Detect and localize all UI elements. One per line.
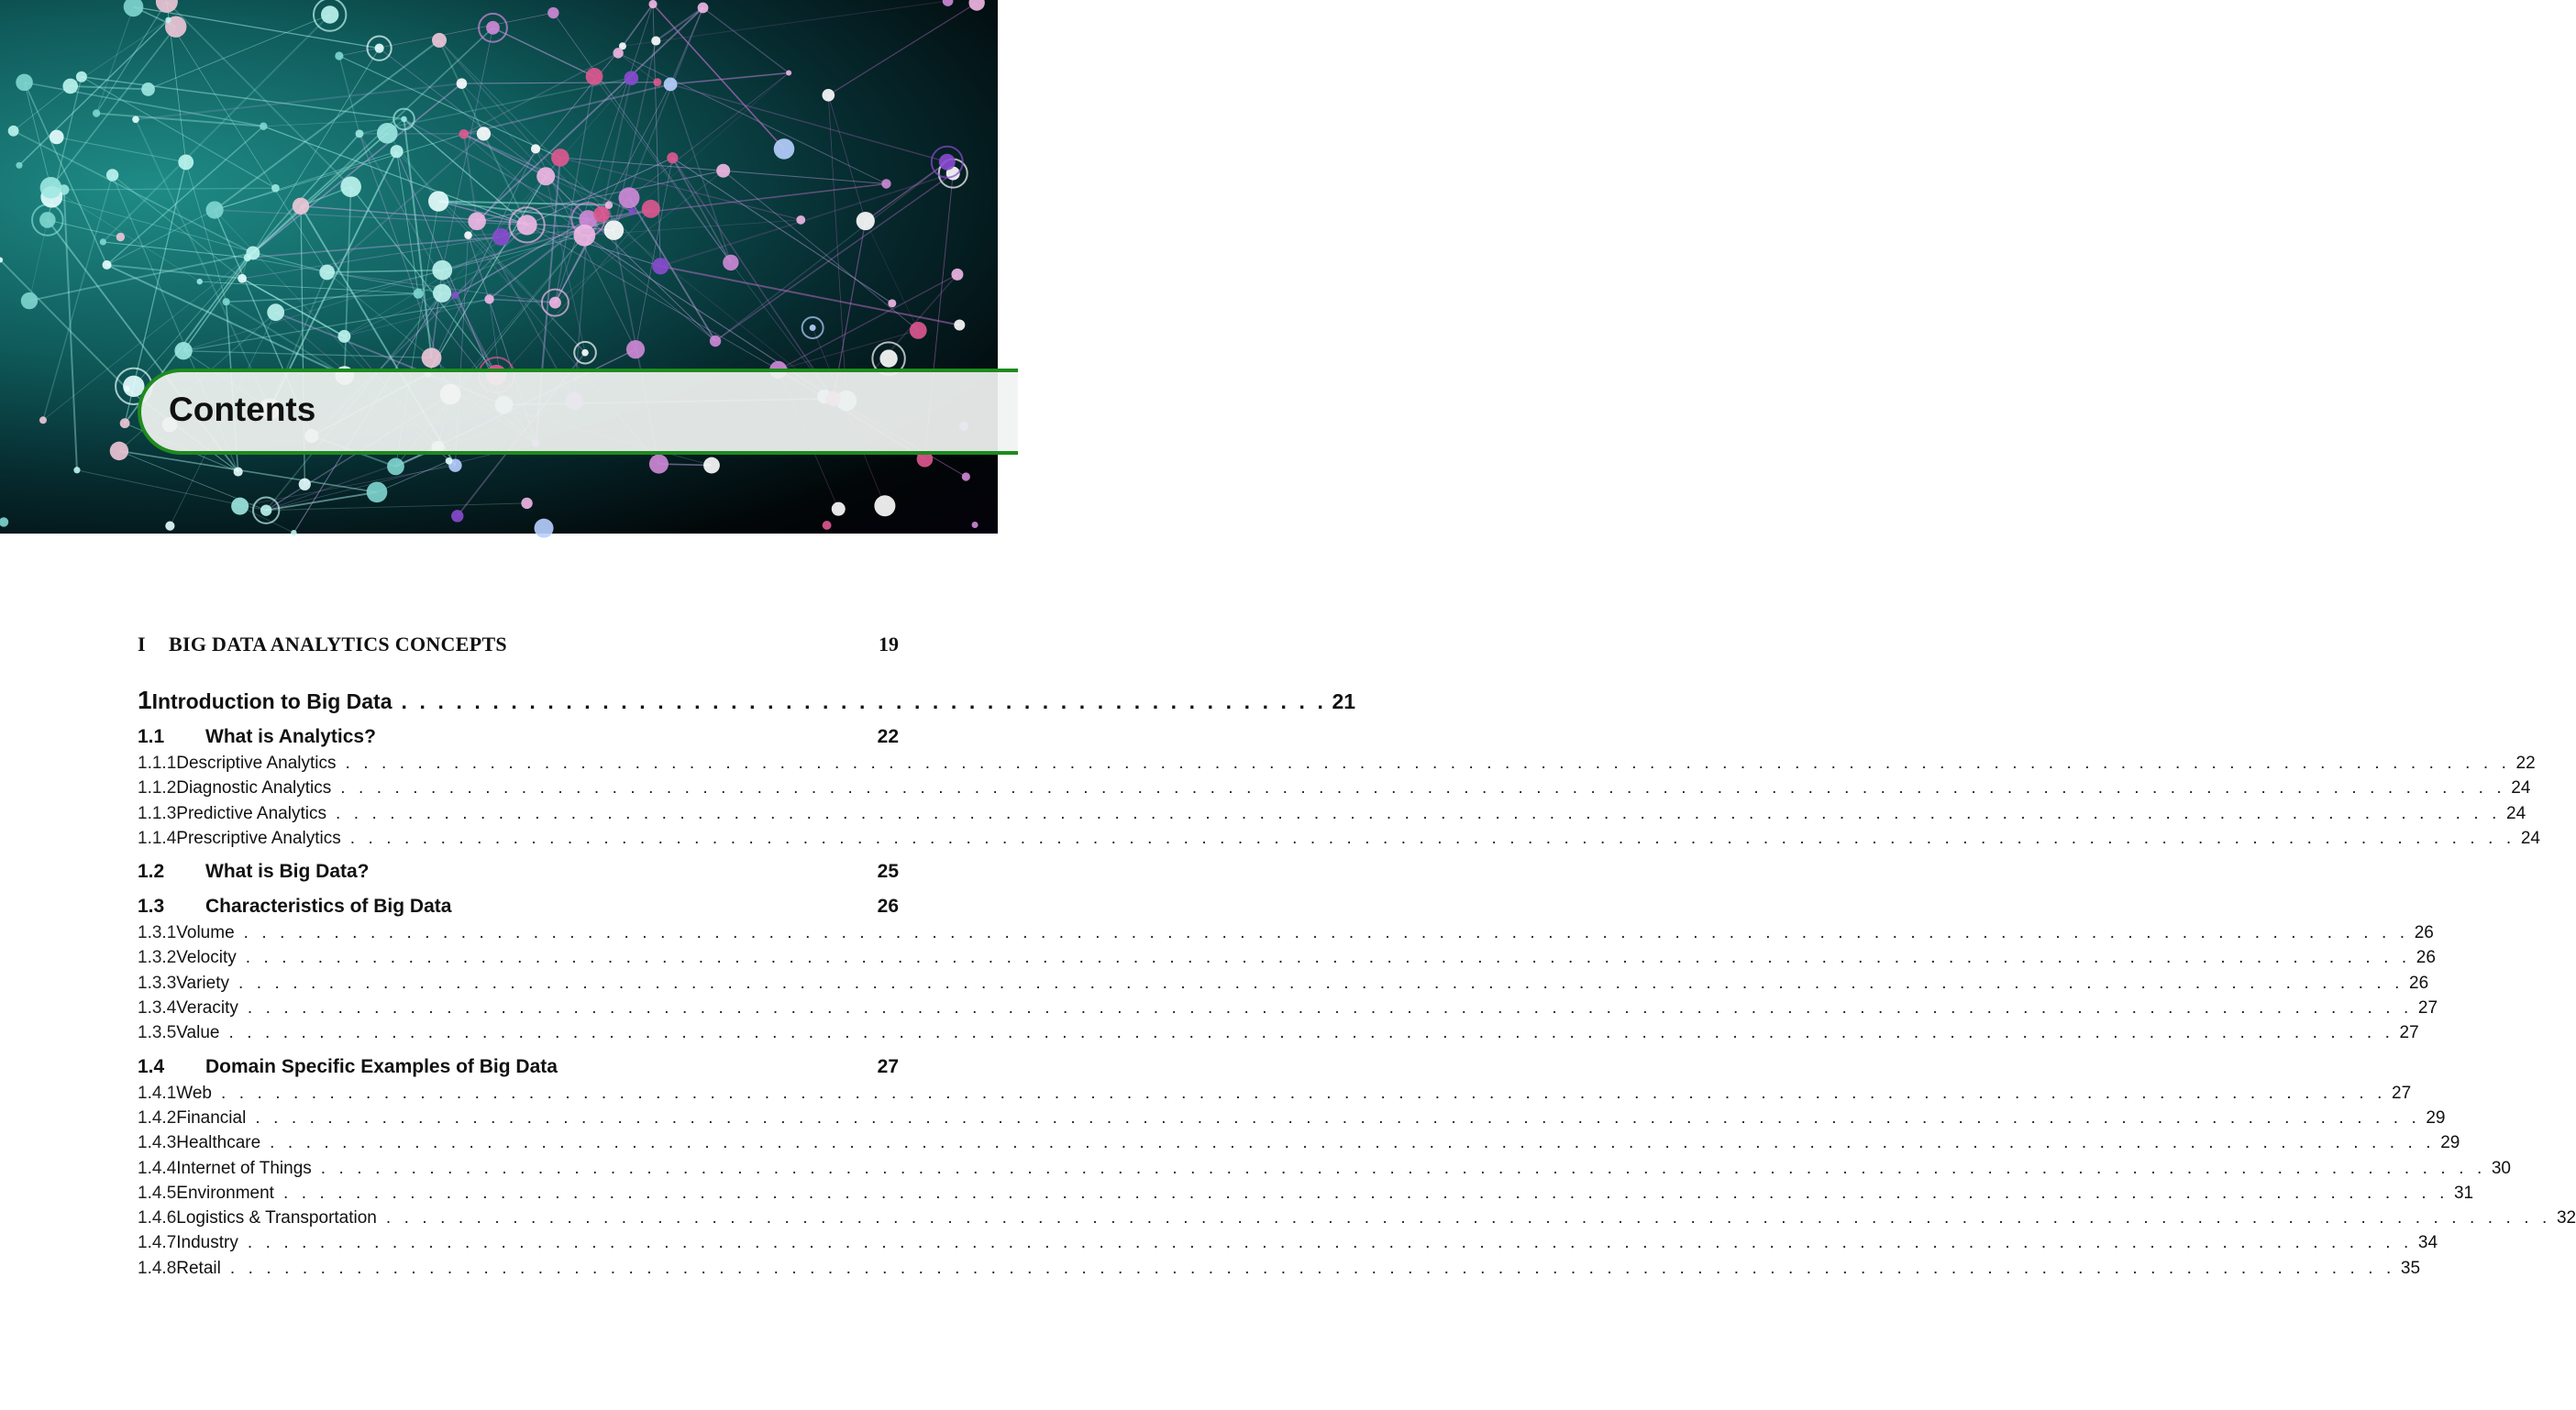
toc-subsection-entry[interactable] (138, 778, 2531, 803)
subsection-number: 1.1.3 (138, 803, 177, 823)
subsection-title: Logistics & Transportation (176, 1208, 377, 1228)
subsection-page-number: 29 (2426, 1107, 2446, 1128)
subsection-title: Descriptive Analytics (176, 754, 337, 773)
toc-section-entry[interactable] (138, 1056, 899, 1084)
toc-subsection-entry[interactable] (138, 973, 2429, 998)
toc-subsection-entry[interactable] (138, 1233, 2438, 1258)
contents-heading-band (138, 369, 1018, 455)
toc-subsection-entry[interactable] (138, 1258, 2421, 1283)
dot-leader: . . . . . . . . . . . . . . . . . . . . . . . . . . . . . . . . . . . . . . . . . . . . . . . . . . . . . . . . . . . . . . . . . . . . . . . . . . . . . . . . . . . . . . . . . . . . . . . . . . . . . . . . . . . . . . . . . . . . . . . . (247, 998, 2413, 1019)
subsection-page-number: 27 (2399, 1023, 2419, 1043)
subsection-title: Prescriptive Analytics (176, 828, 341, 848)
chapter-title: Introduction to Big Data (151, 689, 392, 713)
subsection-title: Environment (176, 1183, 274, 1203)
dot-leader: . . . . . . . . . . . . . . . . . . . . . . . . . . . . . . . . . . . . . . . . . . . . . . . . . . . . . . . . . . . . . . . . . . . . . . . . . . . . . . . . . . . . . . . . . . . . . . . . . . . . . . . . . . . . . . . . . . . . . . . . (385, 1208, 2551, 1228)
part-page-number: 19 (879, 633, 899, 655)
subsection-page-number: 29 (2440, 1133, 2460, 1153)
subsection-number: 1.3.3 (138, 973, 177, 993)
dot-leader: . . . . . . . . . . . . . . . . . . . . . . . . . . . . . . . . . . . . . . . . . . . . . . . . . . . . . . . . . . . . . . . . . . . . . . . . . . . . . . . . . . . . . . . . . . . . . . . . . . . . . . . . . . . . . . . . . . . . . . . . (243, 923, 2409, 943)
dot-leader: . . . . . . . . . . . . . . . . . . . . . . . . . . . . . . . . . . . . . . . . . . . . . . . . . . . . . . . . . . . . . . . . . . . . . . . . . . . . . . . . . . . . . . . . . . . . . . . . . . . . . . . . . . . . . . . . . . . . . . . . (247, 1233, 2413, 1253)
toc-subsection-entry[interactable] (138, 1083, 2412, 1108)
toc-subsection-entry[interactable] (138, 754, 2536, 778)
subsection-title: Velocity (176, 948, 237, 968)
subsection-number: 1.4.5 (138, 1183, 177, 1203)
subsection-title: Volume (176, 923, 235, 943)
subsection-title: Value (176, 1023, 220, 1043)
section-page-number: 27 (877, 1055, 899, 1077)
subsection-number: 1.4.3 (138, 1133, 177, 1153)
subsection-page-number: 26 (2409, 973, 2429, 993)
section-page-number: 22 (877, 726, 899, 747)
subsection-page-number: 26 (2414, 923, 2434, 943)
subsection-title: Veracity (176, 998, 238, 1019)
dot-leader: . . . . . . . . . . . . . . . . . . . . . . . . . . . . . . . . . . . . . . . . . . . . . . . . . . . . . . . . . . . . . . . . . . . . . . . . . . . . . . . . . . . . . . . . . . . . . . . . . . . . . . . . . . . . . . . . . . . . . . . . (270, 1133, 2436, 1153)
section-title: Characteristics of Big Data (205, 896, 452, 918)
subsection-number: 1.4.1 (138, 1083, 177, 1103)
section-title: What is Big Data? (205, 861, 370, 883)
subsection-title: Predictive Analytics (176, 803, 326, 823)
section-number: 1.1 (138, 726, 165, 747)
part-number: I (138, 633, 146, 655)
subsection-page-number: 27 (2392, 1083, 2412, 1103)
toc-chapter-entry[interactable] (138, 686, 1356, 719)
toc-subsection-entry[interactable] (138, 948, 2436, 973)
subsection-number: 1.3.2 (138, 948, 177, 968)
section-page-number: 26 (877, 896, 899, 918)
subsection-page-number: 35 (2400, 1258, 2421, 1278)
subsection-page-number: 30 (2491, 1158, 2511, 1178)
subsection-number: 1.4.4 (138, 1158, 177, 1178)
part-title: BIG DATA ANALYTICS CONCEPTS (169, 633, 507, 655)
subsection-page-number: 24 (2506, 803, 2526, 823)
section-title: Domain Specific Examples of Big Data (205, 1055, 558, 1077)
subsection-title: Industry (176, 1233, 238, 1253)
chapter-page-number: 21 (1332, 689, 1356, 713)
subsection-title: Retail (176, 1258, 221, 1278)
dot-leader: . . . . . . . . . . . . . . . . . . . . . . . . . . . . . . . . . . . . . . . . . . . . . . . . . . . . . . . . . . . . . . . . . . . . . . . . . . . . . . . . . . . . . . . . . . . . . . . . . . . . . . . . . . . . . . . . . . . . . . . . (340, 778, 2506, 799)
subsection-page-number: 22 (2515, 754, 2536, 773)
subsection-number: 1.1.2 (138, 778, 177, 799)
toc-sections (138, 726, 2576, 1283)
toc-subsection-entry[interactable] (138, 1107, 2446, 1133)
subsection-page-number: 24 (2520, 828, 2540, 848)
subsection-title: Healthcare (176, 1133, 261, 1153)
dot-leader: . . . . . . . . . . . . . . . . . . . . . . . . . . . . . . . . . . . . . . . . . . . . . . . . . . . . . . . . . . . . . . . . . . . . . . . . . . . . . . . . . . . . . . . . . . . . . . . . . . . . . . . . . . . . . . . . . . . . . . . . (228, 1023, 2394, 1043)
dot-leader: . . . . . . . . . . . . . . . . . . . . . . . . . . . . . . . . . . . . . . . . . . . . . . . . . . . (401, 689, 1327, 713)
dot-leader: . . . . . . . . . . . . . . . . . . . . . . . . . . . . . . . . . . . . . . . . . . . . . . . . . . . . . . . . . . . . . . . . . . . . . . . . . . . . . . . . . . . . . . . . . . . . . . . . . . . . . . . . . . . . . . . . . . . . . . . . (282, 1183, 2449, 1203)
dot-leader: . . . . . . . . . . . . . . . . . . . . . . . . . . . . . . . . . . . . . . . . . . . . . . . . . . . . . . . . . . . . . . . . . . . . . . . . . . . . . . . . . . . . . . . . . . . . . . . . . . . . . . . . . . . . . . . . . . . . . . . . (320, 1158, 2486, 1178)
chapter-number: 1 (138, 686, 152, 714)
subsection-page-number: 24 (2511, 778, 2531, 799)
dot-leader: . . . . . . . . . . . . . . . . . . . . . . . . . . . . . . . . . . . . . . . . . . . . . . . . . . . . . . . . . . . . . . . . . . . . . . . . . . . . . . . . . . . . . . . . . . . . . . . . . . . . . . . . . . . . . . . . . . . . . . . . (245, 948, 2411, 968)
toc-subsection-entry[interactable] (138, 1208, 2576, 1233)
subsection-page-number: 31 (2453, 1183, 2474, 1203)
subsection-number: 1.3.1 (138, 923, 177, 943)
table-of-contents (138, 633, 2576, 1283)
header-banner-image (0, 0, 998, 534)
subsection-number: 1.3.5 (138, 1023, 177, 1043)
section-number: 1.4 (138, 1055, 165, 1077)
subsection-number: 1.3.4 (138, 998, 177, 1019)
toc-subsection-entry[interactable] (138, 1023, 2419, 1048)
subsection-number: 1.4.6 (138, 1208, 177, 1228)
subsection-number: 1.4.7 (138, 1233, 177, 1253)
subsection-title: Variety (176, 973, 229, 993)
toc-subsection-entry[interactable] (138, 828, 2540, 854)
section-number: 1.3 (138, 896, 165, 918)
toc-subsection-entry[interactable] (138, 1158, 2511, 1184)
section-number: 1.2 (138, 861, 165, 883)
subsection-page-number: 32 (2556, 1208, 2576, 1228)
toc-section-entry[interactable] (138, 896, 899, 923)
subsection-number: 1.4.8 (138, 1258, 177, 1278)
dot-leader: . . . . . . . . . . . . . . . . . . . . . . . . . . . . . . . . . . . . . . . . . . . . . . . . . . . . . . . . . . . . . . . . . . . . . . . . . . . . . . . . . . . . . . . . . . . . . . . . . . . . . . . . . . . . . . . . . . . . . . . . (349, 828, 2515, 848)
toc-part-entry[interactable] (138, 633, 899, 666)
toc-section-entry[interactable] (138, 861, 899, 888)
toc-subsection-entry[interactable] (138, 998, 2438, 1023)
dot-leader: . . . . . . . . . . . . . . . . . . . . . . . . . . . . . . . . . . . . . . . . . . . . . . . . . . . . . . . . . . . . . . . . . . . . . . . . . . . . . . . . . . . . . . . . . . . . . . . . . . . . . . . . . . . . . . . . . . . . . . . . (221, 1083, 2387, 1103)
dot-leader: . . . . . . . . . . . . . . . . . . . . . . . . . . . . . . . . . . . . . . . . . . . . . . . . . . . . . . . . . . . . . . . . . . . . . . . . . . . . . . . . . . . . . . . . . . . . . . . . . . . . . . . . . . . . . . . . . . . . . . . . (229, 1258, 2395, 1278)
dot-leader: . . . . . . . . . . . . . . . . . . . . . . . . . . . . . . . . . . . . . . . . . . . . . . . . . . . . . . . . . . . . . . . . . . . . . . . . . . . . . . . . . . . . . . . . . . . . . . . . . . . . . . . . . . . . . . . . . . . . . . . . (335, 803, 2501, 823)
section-page-number: 25 (877, 861, 899, 883)
toc-subsection-entry[interactable] (138, 803, 2526, 829)
subsection-title: Financial (176, 1107, 247, 1128)
subsection-title: Internet of Things (176, 1158, 312, 1178)
dot-leader: . . . . . . . . . . . . . . . . . . . . . . . . . . . . . . . . . . . . . . . . . . . . . . . . . . . . . . . . . . . . . . . . . . . . . . . . . . . . . . . . . . . . . . . . . . . . . . . . . . . . . . . . . . . . . . . . . . . . . . . . (255, 1107, 2421, 1128)
subsection-page-number: 34 (2417, 1233, 2438, 1253)
subsection-number: 1.4.2 (138, 1107, 177, 1128)
toc-subsection-entry[interactable] (138, 923, 2434, 948)
subsection-page-number: 27 (2417, 998, 2438, 1019)
dot-leader: . . . . . . . . . . . . . . . . . . . . . . . . . . . . . . . . . . . . . . . . . . . . . . . . . . . . . . . . . . . . . . . . . . . . . . . . . . . . . . . . . . . . . . . . . . . . . . . . . . . . . . . . . . . . . . . . . . . . . . . . (345, 754, 2511, 773)
toc-subsection-entry[interactable] (138, 1133, 2460, 1158)
subsection-title: Web (176, 1083, 212, 1103)
subsection-number: 1.1.1 (138, 754, 177, 773)
page-title: Contents (169, 391, 316, 428)
toc-subsection-entry[interactable] (138, 1183, 2474, 1208)
section-title: What is Analytics? (205, 726, 376, 747)
subsection-number: 1.1.4 (138, 828, 177, 848)
subsection-page-number: 26 (2416, 948, 2436, 968)
toc-section-entry[interactable] (138, 726, 899, 754)
dot-leader: . . . . . . . . . . . . . . . . . . . . . . . . . . . . . . . . . . . . . . . . . . . . . . . . . . . . . . . . . . . . . . . . . . . . . . . . . . . . . . . . . . . . . . . . . . . . . . . . . . . . . . . . . . . . . . . . . . . . . . . . (238, 973, 2405, 993)
subsection-title: Diagnostic Analytics (176, 778, 332, 799)
